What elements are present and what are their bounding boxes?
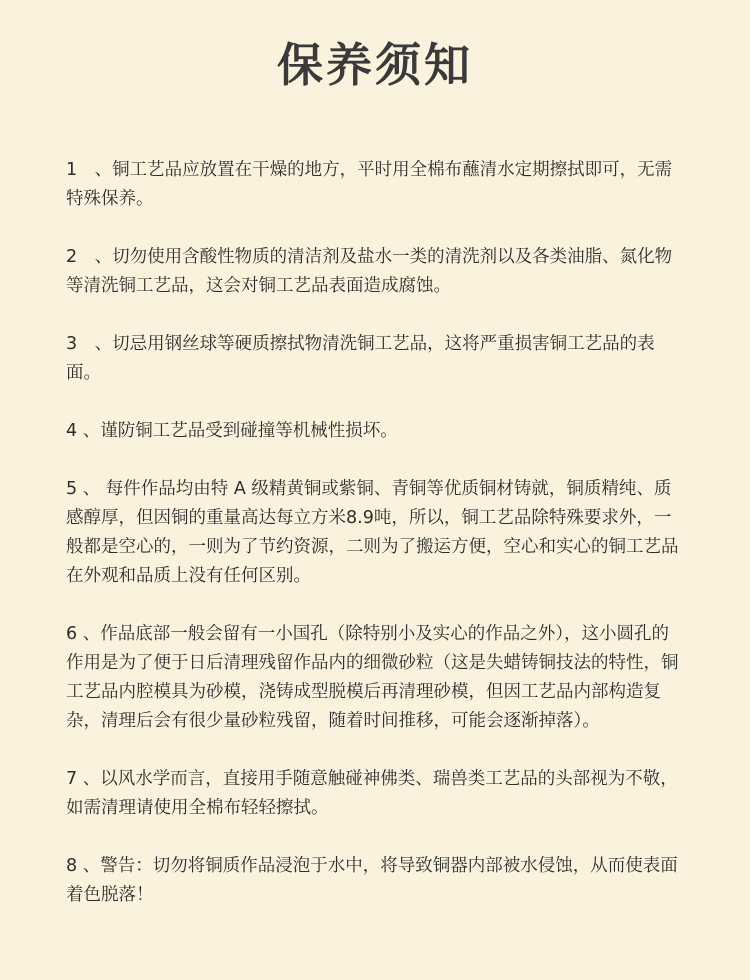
instruction-item-7: 7 、以风水学而言，直接用手随意触碰神佛类、瑞兽类工艺品的头部视为不敬，如需清理请使用全棉布轻轻擦拭。 <box>66 769 678 818</box>
instruction-item-6: 6 、作品底部一般会留有一小国孔（除特别小及实心的作品之外），这小圆孔的作用是为了便于日后清理残留作品内的细微砂粒（这是失蜡铸铜技法的特性，铜工艺品内腔模具为砂模，浇铸成型脱模后再清理砂模，但因工艺品内部构造复杂，清理后会有很少量砂粒残留，随着时间推移，可能会逐渐掉落）。 <box>66 624 679 731</box>
instruction-item-2: 2 、切勿使用含酸性物质的清洁剂及盐水一类的清洗剂以及各类油脂、氮化物等清洗铜工艺品，这会对铜工艺品表面造成腐蚀。 <box>66 247 673 296</box>
instruction-item-1: 1 、铜工艺品应放置在干燥的地方，平时用全棉布蘸清水定期擦拭即可，无需特殊保养。 <box>66 160 673 209</box>
instruction-item-3: 3 、切忌用钢丝球等硬质擦拭物清洗铜工艺品，这将严重损害铜工艺品的表面。 <box>66 334 655 383</box>
instruction-item-5: 5 、 每件作品均由特 A 级精黄铜或紫铜、青铜等优质铜材铸就，铜质精纯、质感醇厚，但因铜的重量高达每立方米8.9吨，所以，铜工艺品除特殊要求外，一般都是空心的，一则为了节约资源，二则为了搬运方便，空心和实心的铜工艺品在外观和品质上没有任何区别。 <box>66 479 679 586</box>
page-title: 保养须知 <box>277 38 473 92</box>
instruction-list <box>66 156 684 910</box>
instruction-item-8: 8 、警告：切勿将铜质作品浸泡于水中，将导致铜器内部被水侵蚀，从而使表面着色脱落！ <box>66 856 678 905</box>
instruction-item-4: 4 、谨防铜工艺品受到碰撞等机械性损坏。 <box>66 421 398 441</box>
